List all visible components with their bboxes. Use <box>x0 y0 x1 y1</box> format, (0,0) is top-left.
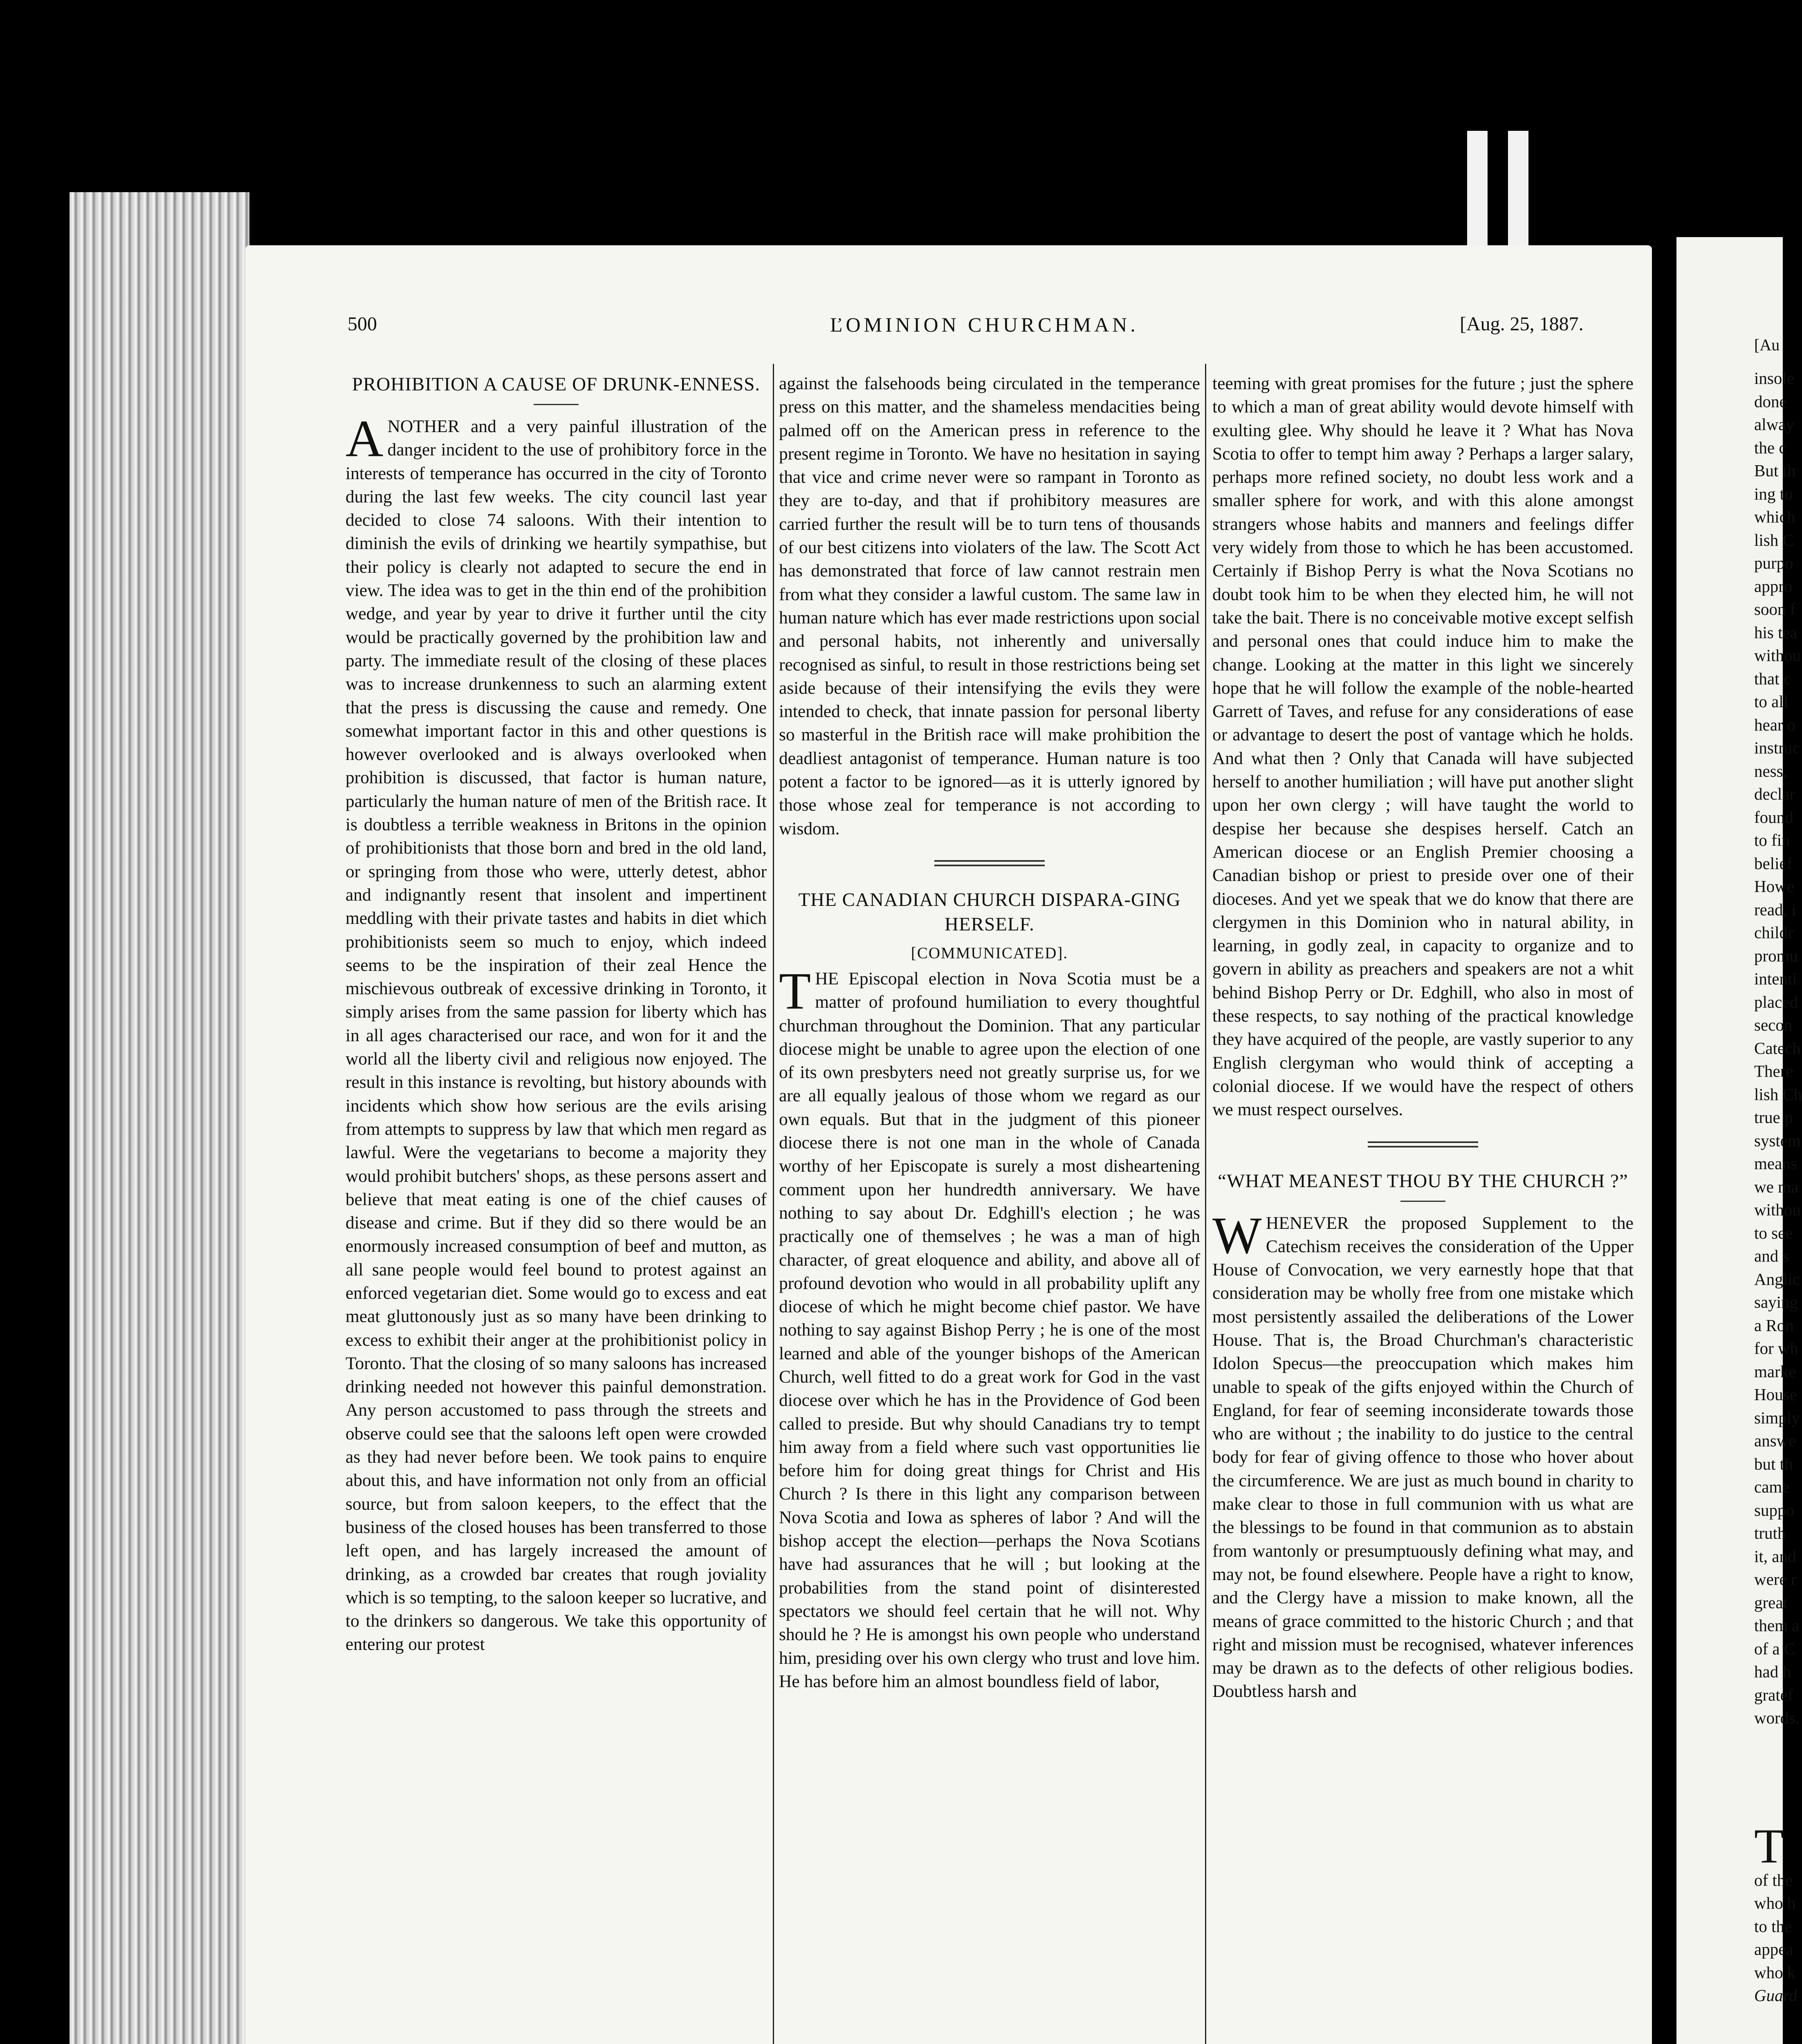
facing-page-line: soon f <box>1754 600 1796 619</box>
facing-page-line: But th <box>1754 461 1796 480</box>
facing-page-line: of the <box>1754 1870 1793 1889</box>
article-title: “WHAT MEANEST THOU BY THE CHURCH ?” <box>1218 1170 1628 1192</box>
facing-page-line: to see <box>1754 1223 1793 1242</box>
article-continuation: against the falsehoods being circulated in the temperance press on this matter, and the shameless mendacities being palmed off on the American press in reference to the present regime in Toronto. We have no hesitation in saying that vice and crime never were so rampant in Toronto as they are to-day, and that if prohibitory measures are carried further the result will be to turn tens of thousands of our best citizens into violaters of the law. The Scott Act has demonstrated that force of law cannot restrain men from what they consider a lawful custom. The same law in human nature which has ever made restrictions upon social and personal habits, not inherently and universally recognised as sinful, to result in those restrictions being set aside because of their intensifying the evils they were intended to check, that innate passion for personal liberty so masterful in the British race will make prohibition the deadliest antagonist of temperance. Human nature is too potent a factor to be ignored—as it is utterly ignored by those whose zeal for temperance is not according to wisdom. <box>779 374 1200 838</box>
facing-page-line: suppo <box>1754 1500 1794 1520</box>
facing-page-line: his tea <box>1754 623 1798 642</box>
facing-page-line: saying <box>1754 1293 1798 1311</box>
facing-page-line: lish C <box>1754 530 1794 549</box>
facing-page-text <box>1754 367 1802 1730</box>
section-divider <box>934 860 1045 866</box>
facing-page-line: lish Ch <box>1754 1085 1802 1104</box>
facing-page-line: insole <box>1754 369 1794 388</box>
facing-page-line: appea <box>1754 1940 1793 1959</box>
page-header <box>348 313 1615 350</box>
facing-page-line: them a <box>1754 1616 1800 1635</box>
facing-page-line: a Ron <box>1754 1316 1794 1335</box>
article-body <box>779 961 1200 1693</box>
facing-page-line: promu <box>1754 946 1798 965</box>
facing-page-line: alway <box>1754 415 1794 434</box>
column-divider <box>1205 364 1206 2044</box>
article-byline: [COMMUNICATED]. <box>911 944 1068 962</box>
facing-page-line: words. <box>1754 1708 1800 1727</box>
facing-page-header: [Au <box>1754 336 1780 354</box>
facing-page-line: withou <box>1754 1200 1801 1219</box>
article-title: PROHIBITION A CAUSE OF DRUNK-ENNESS. <box>352 374 761 395</box>
facing-page-line: read, i <box>1754 900 1796 919</box>
facing-page-line: to fin <box>1754 831 1790 849</box>
facing-page-line: instruc <box>1754 738 1800 757</box>
facing-page-line: we ma <box>1754 1177 1799 1196</box>
issue-date: [Aug. 25, 1887. <box>1460 313 1584 335</box>
facing-page-text <box>1754 1869 1798 2007</box>
article-text: NOTHER and a very painful illustration of the danger incident to the use of prohibitory force in the interests of temperance has occurred in the city of Toronto during the last few weeks. The city council last year decided to close 74 saloons. With their intention to diminish the evils of drinking we heartily sympathise, but their policy is clearly not adapted to secure the end in view. The idea was to get in the thin end of the prohibition wedge, and year by year to drive it further until the city would be practically governed by the prohibition law and party. The immediate result of the closing of these places was to increase drunkenness to such an alarming extent that the press is discussing the cause and remedy. One somewhat important factor in this and other questions is however overlooked and is always overlooked when prohibition is discussed, that factor is human nature, particularly the human nature of men of the British race. It is doubtless a terrible weakness in Britons in the opinion of prohibitionists that those born and bred in the old land, or springing from those who were, utterly detest, abhor and indignantly resent that insolent and impertinent meddling with their private tastes and habits in diet which prohibitionists seem so much to enjoy, which indeed seems to be the inspiration of their zeal Hence the mischievous outbreak of excessive drinking in Toronto, it simply arises from the same passion for liberty which has in all ages characterised our race, and won for it and the world all the liberty civil and religious now enjoyed. The result in this instance is revolting, but history abounds with incidents which show how serious are the evils arising from attempts to suppress by law that which men regard as lawful. Were the vegetarians to become a majority they would prohibit butchers' shops, as these persons assert and believe that meat eating is one of the chief causes of disease and crime. But if they did so there would be an enormously increased consumption of beef and mutton, as all sane people would feel bound to protest against an enforced vegetarian diet. Some would go to excess and eat meat gluttonously just as so many have been drinking to excess to exhibit their anger at the prohibitionist policy in Toronto. That the closing of so many saloons has increased drinking needed not however this painful demonstration. Any person accustomed to pass through the streets and observe could see that the saloons left open were crowded as they had never before been. We took pains to enquire about this, and have information not only from an official source, but from saloon keepers, to the effect that the business of the closed houses has been transferred to those left open, and has largely increased the amount of drinking, as a crowded bar creates that rough joviality which is so tempting, to the saloon keeper so lucrative, and to the drinkers so dangerous. We take this opportunity of entering our protest <box>346 417 767 1654</box>
article-body <box>346 410 767 1656</box>
facing-page-line: were r <box>1754 1570 1797 1589</box>
facing-page-line: secon <box>1754 1015 1793 1034</box>
facing-page-line: Catech <box>1754 1038 1801 1058</box>
facing-page-line: belief <box>1754 854 1793 873</box>
facing-page-line: Anglic <box>1754 1269 1800 1289</box>
article-body <box>1212 1206 1634 1703</box>
facing-page-line: true p <box>1754 1108 1793 1127</box>
facing-page-line: Guard <box>1754 1986 1798 2005</box>
title-rule <box>534 404 579 405</box>
facing-page-line: that c <box>1754 669 1791 688</box>
facing-page-line: ness, <box>1754 761 1787 780</box>
facing-page-line: came <box>1754 1477 1790 1496</box>
title-rule <box>1400 1201 1445 1202</box>
drop-cap: T <box>779 961 811 1020</box>
facing-page-line: Howe <box>1754 877 1794 896</box>
facing-page-line: had h <box>1754 1662 1791 1681</box>
newspaper-page <box>245 245 1652 2044</box>
facing-page-line: There <box>1754 1062 1793 1080</box>
facing-page-line: to the <box>1754 1916 1792 1936</box>
facing-page-line: ing to <box>1754 484 1793 503</box>
page-number: 500 <box>348 313 377 335</box>
article-text: HE Episcopal election in Nova Scotia must be a matter of profound humiliation to every thoughtful churchman throughout the Dominion. That any particular diocese might be unable to agree upon the election of one of its own presbyters need not greatly surprise us, for we are all equally jealous of those whom we regard as our own equals. But that in the judgment of this pioneer diocese there is not one man in the whole of Canada worthy of her Episcopate is surely a most disheartening comment upon her hundredth anniversary. We have nothing to say about Dr. Edghill's election ; he was practically one of themselves ; he was a man of high character, of great eloquence and ability, and above all of profound devotion who would in all probability uplift any diocese of which he might become chief pastor. We have nothing to say against Bishop Perry ; he is one of the most learned and able of the younger bishops of the American Church, well fitted to do a great work for God in the vast diocese over which he has in the Providence of God been called to preside. But why should Canadians try to tempt him away from a field where such vast opportunities lie before him for doing great things for Christ and His Church ? Is there in this light any comparison between Nova Scotia and Iowa as spheres of labor ? And will the bishop accept the election—perhaps the Nova Scotians have had assurances that he will ; but looking at the probabilities from the stand point of disinterested spectators we should feel certain that he will not. Why should he ? He is amongst his own people who understand him, presiding over his own clergy who trust and love him. He has before him an almost boundless field of labor, <box>779 968 1200 1691</box>
facing-page-line: gratef <box>1754 1685 1793 1704</box>
facing-page-line: marke <box>1754 1362 1796 1381</box>
running-title: ĽOMINION CHURCHMAN. <box>830 313 1139 336</box>
column-2 <box>779 372 1200 2044</box>
book-page-edges <box>70 192 249 2044</box>
drop-cap: A <box>346 410 384 468</box>
facing-page-line: simply <box>1754 1408 1800 1427</box>
facing-page-line: system <box>1754 1131 1801 1150</box>
facing-page-line: appro <box>1754 576 1793 596</box>
facing-page-line: of a C <box>1754 1639 1795 1658</box>
facing-page-line: who k <box>1754 1963 1796 1982</box>
facing-page-column <box>1754 335 1802 2044</box>
article-continuation: teeming with great promises for the future ; just the sphere to which a man of great ability would devote himself with exulting glee. Why should he leave it ? What has Nova Scotia to offer to tempt him away ? Perhaps a larger salary, perhaps more refined society, no doubt less work and a smaller sphere for work, and with this alone amongst strangers whose habits and manners and feelings differ very widely from those to which he has been accustomed. Certainly if Bishop Perry is what the Nova Scotians no doubt took him to be when they elected him, he will not take the bait. There is no conceivable motive except selfish and personal ones that could induce him to make the change. Looking at the matter in this light we sincerely hope that he will follow the example of the noble-hearted Garrett of Taves, and refuse for any considerations of ease or advantage to desert the post of vantage which he holds. And what then ? Only that Canada will have subjected herself to another humiliation ; will have put another slight upon her own clergy ; will have taught the world to despise her because she despises herself. Catch an American diocese or an English Premier choosing a Canadian bishop or priest to preside over one of their dioceses. And yet we speak that we do know that there are clergymen in this Dominion who in natural ability, in learning, in godly zeal, in capacity to organize and to govern in ability as preachers and speakers are not a whit behind Bishop Perry or Dr. Edghill, who also in most of these respects, to say nothing of the practical knowledge they have acquired of the people, are vastly superior to any English clergyman who would think of accepting a colonial diocese. If we would have the respect of others we must respect ourselves. <box>1212 374 1634 1120</box>
facing-page-line: answe <box>1754 1431 1796 1450</box>
facing-page-line: which <box>1754 507 1795 526</box>
facing-page-line: placed <box>1754 992 1798 1011</box>
facing-page-line: purpo <box>1754 554 1793 572</box>
drop-cap: T <box>1754 1818 1784 1873</box>
facing-page-line: withou <box>1754 646 1801 665</box>
article-text: HENEVER the proposed Supplement to the Catechism receives the consideration of the Upper House of Convocation, we very earnestly hope that that consideration may be wholly free from one mistake which most persistently assailed the deliberations of the Lower House. That is, the Broad Churchman's characteristic Idolon Specus—the preoccupation which makes him unable to speak of the gifts enjoyed within the Church of England, for fear of seeming inconsiderate towards those who are without ; the inability to do justice to the central body for fear of giving offence to those who hover about the circumference. We are just as much bound in charity to make clear to those in full communion with us what are the blessings to be found in that communion as to abstain from wantonly or presumptuously defining what may, and may not, be found elsewhere. People have a right to know, and the Clergy have a mission to make known, all the means of grace committed to the historic Church ; and that right and mission must be recognised, whatever inferences may be drawn as to the defects of other religious bodies. Doubtless harsh and <box>1212 1213 1634 1701</box>
facing-page-line: who h <box>1754 1894 1796 1912</box>
facing-page-line: for wh <box>1754 1339 1799 1358</box>
facing-page-line: intenti <box>1754 969 1797 988</box>
facing-page-fragment <box>1676 237 1802 2044</box>
facing-page-line: to all <box>1754 692 1789 711</box>
facing-page-line: the c <box>1754 438 1786 457</box>
facing-page-line: but th <box>1754 1454 1793 1473</box>
facing-page-line: found <box>1754 807 1793 827</box>
facing-page-line: declar <box>1754 784 1795 803</box>
article-title: THE CANADIAN CHURCH DISPARA-GING HERSELF. <box>798 889 1181 935</box>
section-divider <box>1368 1141 1478 1148</box>
facing-page-line: it, and <box>1754 1546 1796 1566</box>
column-divider <box>773 364 774 2044</box>
facing-page-line: hear o <box>1754 715 1796 734</box>
facing-page-line: childr <box>1754 923 1793 942</box>
column-3 <box>1212 372 1634 2044</box>
facing-page-line: truth <box>1754 1524 1786 1542</box>
facing-page-line: and s <box>1754 1246 1789 1265</box>
facing-page-line: means <box>1754 1154 1797 1173</box>
column-1 <box>346 372 767 2044</box>
facing-page-line: House <box>1754 1385 1797 1404</box>
facing-page-line: done <box>1754 392 1787 411</box>
drop-cap: W <box>1212 1206 1262 1264</box>
facing-page-line: great <box>1754 1593 1788 1612</box>
